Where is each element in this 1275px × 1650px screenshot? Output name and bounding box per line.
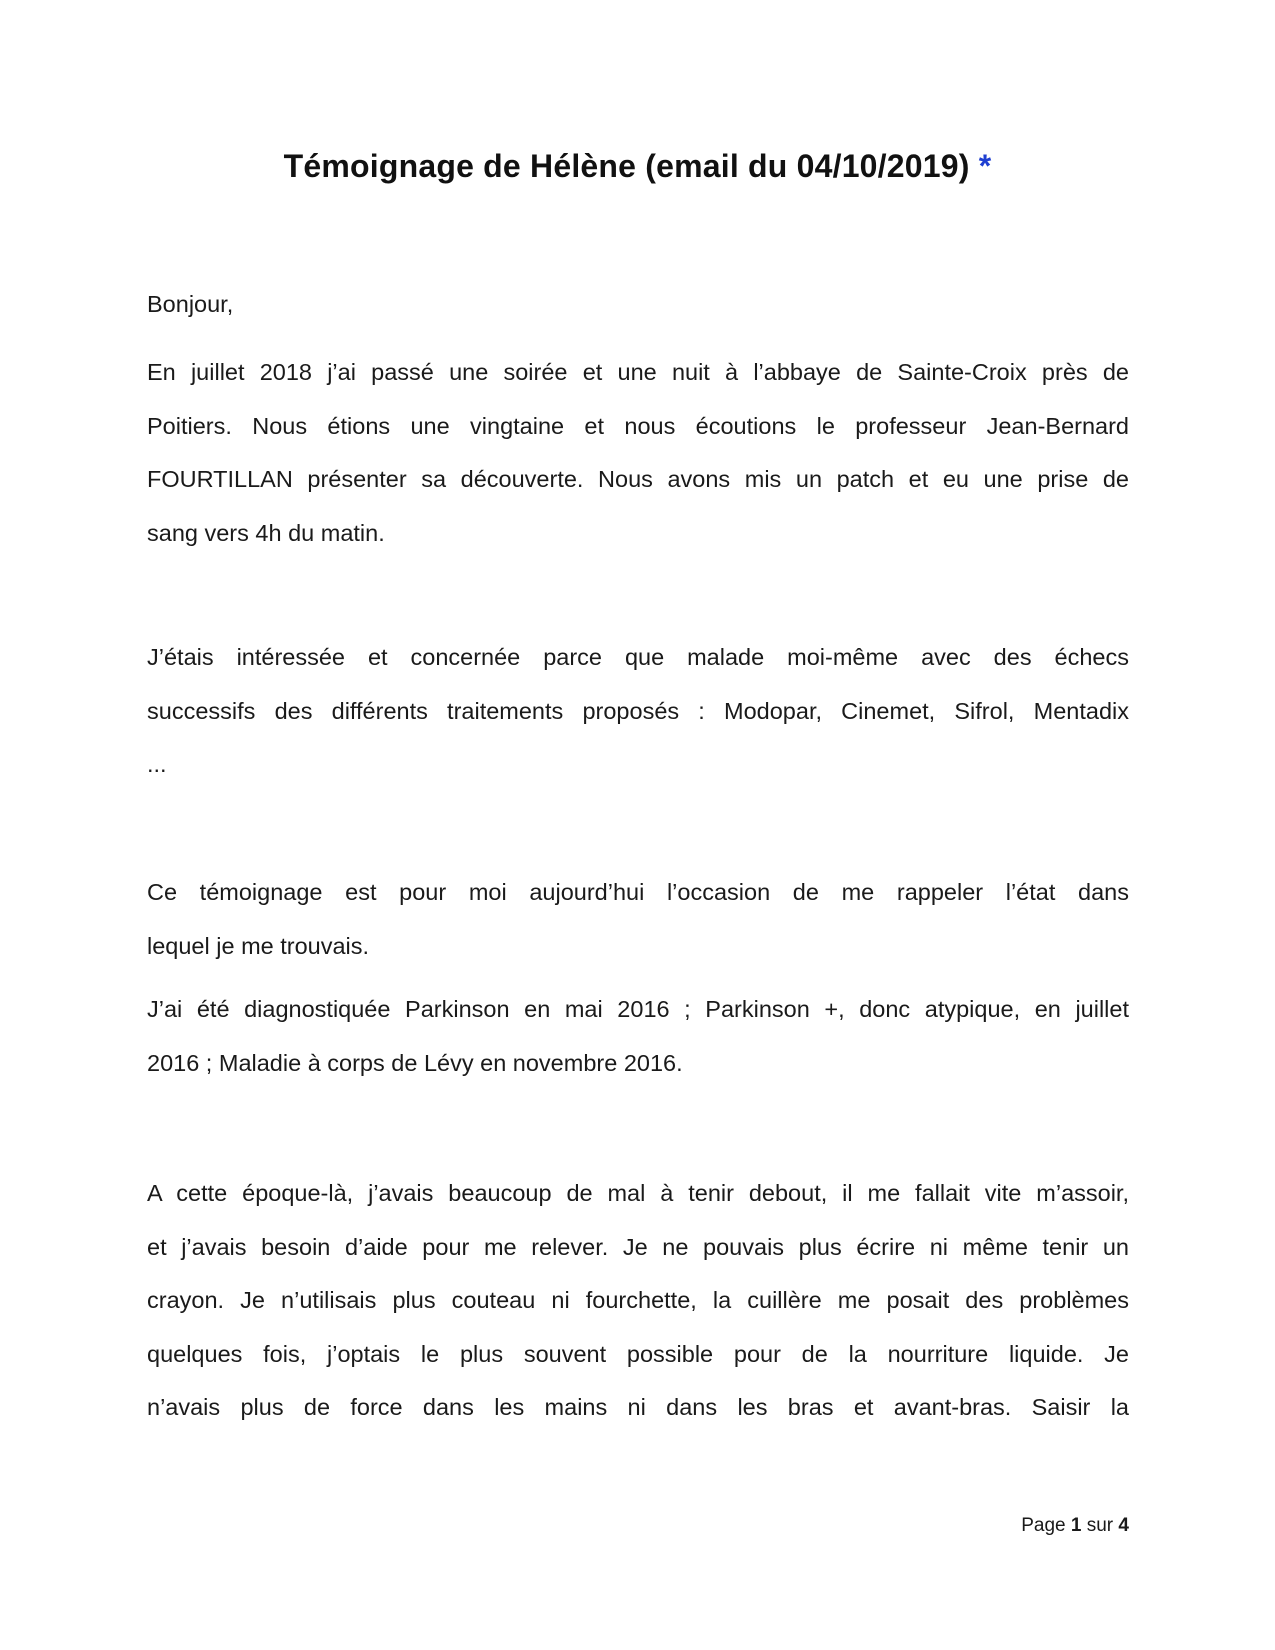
title-text: Témoignage de Hélène (email du 04/10/2019) xyxy=(283,148,970,184)
title-asterisk: * xyxy=(978,148,992,184)
paragraph-line: n’avais plus de force dans les mains ni dans les bras et avant-bras. Saisir la xyxy=(147,1394,1129,1420)
paragraph-line: crayon. Je n’utilisais plus couteau ni fourchette, la cuillère me posait des problèmes xyxy=(147,1287,1129,1313)
paragraph-line: J’étais intéressée et concernée parce que malade moi-même avec des échecs xyxy=(147,644,1129,670)
paragraph-line: lequel je me trouvais. xyxy=(147,932,370,959)
paragraph-abbey-visit xyxy=(147,346,1129,560)
paragraph-line: 2016 ; Maladie à corps de Lévy en novembre 2016. xyxy=(147,1049,683,1076)
paragraph-line: successifs des différents traitements proposés : Modopar, Cinemet, Sifrol, Mentadix xyxy=(147,697,1129,724)
paragraph-line: quelques fois, j’optais le plus souvent possible pour de la nourriture liquide. Je xyxy=(147,1340,1129,1367)
of-word: sur xyxy=(1086,1515,1114,1536)
document-title xyxy=(0,146,1275,186)
paragraph-diagnosis xyxy=(147,983,1129,1090)
paragraph-line: A cette époque-là, j’avais beaucoup de mal à tenir debout, il me fallait vite m’assoir, xyxy=(147,1180,1129,1206)
paragraph-symptoms xyxy=(147,1167,1129,1435)
page-word: Page xyxy=(1021,1515,1066,1536)
paragraph-greeting xyxy=(147,278,1129,332)
paragraph-line: Bonjour, xyxy=(147,291,234,317)
paragraph-treatments xyxy=(147,631,1129,792)
paragraph-line: En juillet 2018 j’ai passé une soirée et une nuit à l’abbaye de Sainte-Croix près de xyxy=(147,359,1129,385)
paragraph-line: J’ai été diagnostiquée Parkinson en mai 2016 ; Parkinson +, donc atypique, en juillet xyxy=(147,996,1129,1022)
paragraph-line: FOURTILLAN présenter sa découverte. Nous avons mis un patch et eu une prise de xyxy=(147,466,1129,492)
paragraph-line: ... xyxy=(147,751,167,777)
page-total-number: 4 xyxy=(1118,1515,1129,1536)
paragraph-line: et j’avais besoin d’aide pour me relever. Je ne pouvais plus écrire ni même tenir un xyxy=(147,1233,1129,1260)
paragraph-line: Ce témoignage est pour moi aujourd’hui l’occasion de me rappeler l’état dans xyxy=(147,879,1129,905)
page-current-number: 1 xyxy=(1070,1515,1082,1536)
page-footer xyxy=(1021,1514,1129,1538)
paragraph-testimony-purpose xyxy=(147,866,1129,973)
paragraph-line: sang vers 4h du matin. xyxy=(147,519,385,546)
paragraph-line: Poitiers. Nous étions une vingtaine et nous écoutions le professeur Jean-Bernard xyxy=(147,412,1129,439)
